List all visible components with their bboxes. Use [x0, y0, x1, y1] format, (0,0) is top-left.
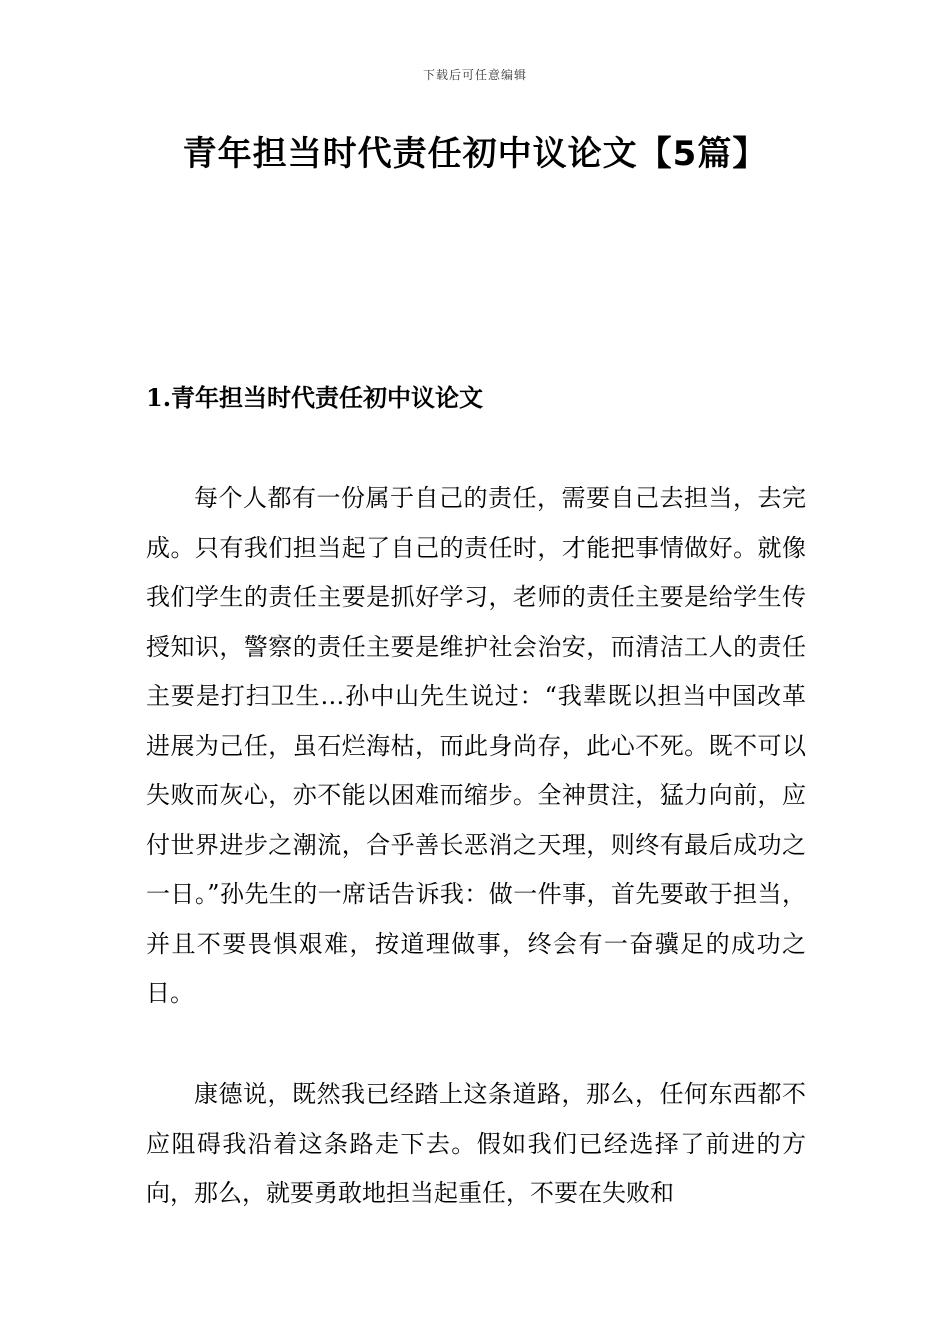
page-header-note: 下载后可任意编辑: [422, 68, 527, 82]
document-title: 青年担当时代责任初中议论文【5篇】: [182, 134, 768, 174]
body-paragraph: 每个人都有一份属于自己的责任，需要自己去担当，去完成。只有我们担当起了自己的责任时，才能把事情做好。就像我们学生的责任主要是抓好学习，老师的责任主要是给学生传授知识，警察的责任主要是维护社会治安，而清洁工人的责任主要是打扫卫生…孙中山先生说过：“我辈既以担当中国改革进展为己任，虽石烂海枯，而此身尚存，此心不死。既不可以失败而灰心，亦不能以困难而缩步。全神贯注，猛力向前，应付世界进步之潮流，合乎善长恶消之天理，则终有最后成功之一日。”孙先生的一席话告诉我：做一件事，首先要敢于担当，并且不要畏惧艰难，按道理做事，终会有一奋骥足的成功之日。: [146, 484, 806, 1007]
section-heading: 1.青年担当时代责任初中议论文: [146, 383, 484, 412]
body-paragraph: 康德说，既然我已经踏上这条道路，那么，任何东西都不应阻碍我沿着这条路走下去。假如我们已经选择了前进的方向，那么，就要勇敢地担当起重任，不要在失败和: [146, 1080, 806, 1207]
